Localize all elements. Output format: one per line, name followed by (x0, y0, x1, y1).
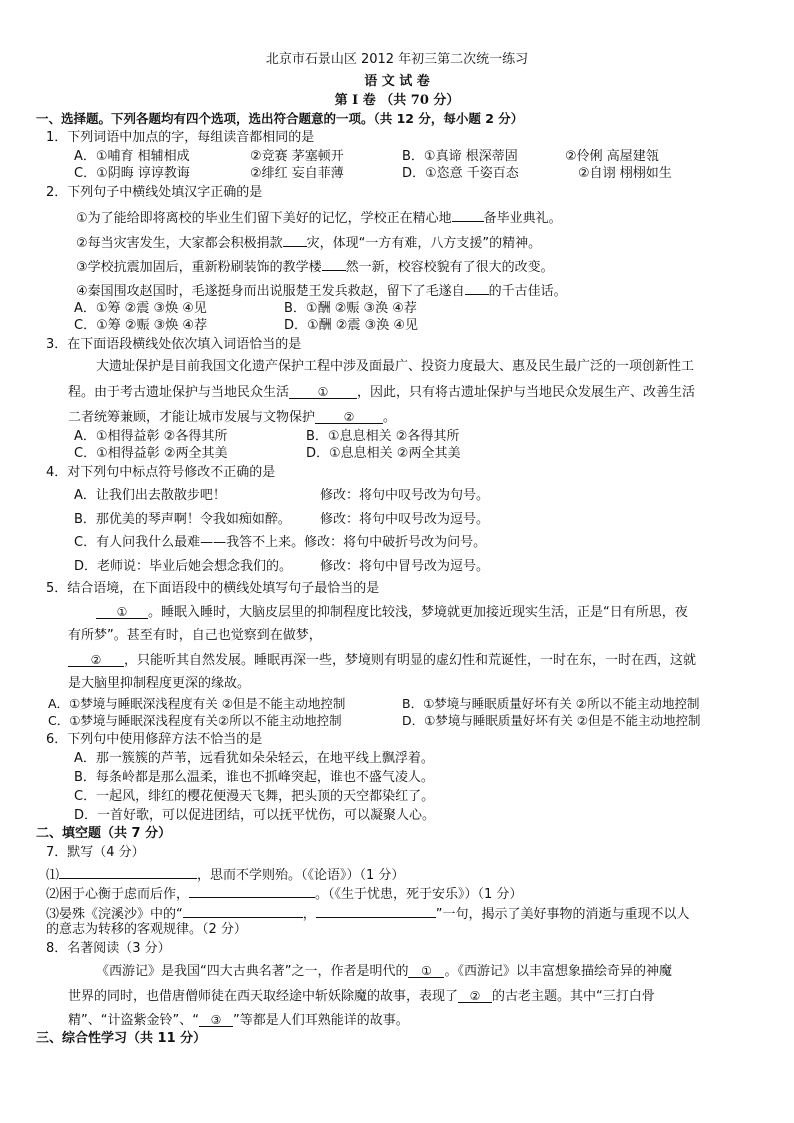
option-d: D．①梦境与睡眠质量好坏有关 ②但是不能主动地控制 (402, 713, 701, 728)
part-heading: 第 I 卷 （共 70 分） (334, 93, 460, 108)
passage-line: 有所梦”。甚至有时，自己也觉察到在做梦， (68, 628, 322, 643)
option-a-part2: ②竞赛 茅塞顿开 (250, 149, 344, 164)
option-d: D．老师说：毕业后她会想念我们的。 (74, 559, 293, 574)
passage-line: ① 。睡眠入睡时，大脑皮层里的抑制程度比较浅，梦境就更加接近现实生活，正是“日有所思，夜 (96, 604, 688, 621)
option-d-part2: ②自诩 栩栩如生 (578, 166, 672, 181)
question-stem: 8．名著阅读（3 分） (46, 941, 171, 956)
option-a: A．①梦境与睡眠深浅程度有关 ②但是不能主动地控制 (48, 696, 346, 711)
option-a: A．让我们出去散散步吧！ (74, 488, 226, 503)
question-stem: 1．下列词语中加点的字，每组读音都相同的是 (46, 130, 315, 145)
option-b: B．①酬 ②赈 ③涣 ④荐 (284, 301, 417, 316)
option-c: C．①相得益彰 ②两全其美 (74, 446, 228, 461)
option-d: D．①息息相关 ②两全其美 (306, 446, 461, 461)
section-heading: 一、选择题。下列各题均有四个选项，选出符合题意的一项。（共 12 分，每小题 2 分） (36, 111, 524, 126)
option-c: C．①阴晦 谆谆教诲 (74, 166, 190, 181)
option-b: B．①梦境与睡眠质量好坏有关 ②所以不能主动地控制 (402, 696, 700, 711)
option-c: C．一起风，绯红的樱花便漫天飞舞，把头顶的天空都染红了。 (74, 789, 435, 804)
sentence: ③学校抗震加固后，重新粉刷装饰的教学楼 然一新，校容校貌有了很大的改变。 (76, 256, 554, 276)
sentence: ④秦国围攻赵国时，毛遂挺身而出说服楚王发兵救赵，留下了毛遂自 的千古佳话。 (76, 280, 567, 300)
option-a: A．①相得益彰 ②各得其所 (74, 429, 228, 444)
option-b: B．①息息相关 ②各得其所 (306, 429, 460, 444)
option-a: A．①筹 ②震 ③焕 ④见 (74, 301, 207, 316)
exam-subtitle: 语 文 试 卷 (364, 74, 430, 89)
dictation-line: ⑴ ，思而不学则殆。（《论语》）（1 分） (46, 864, 404, 884)
option-b: B．①真谛 根深蒂固 (402, 149, 518, 164)
passage-line: 《西游记》是我国“四大古典名著”之一，作者是明代的 ① 。《西游记》以丰富想象描绘奇异的神魔 (96, 964, 672, 979)
passage-line: 是大脑里抑制程度更深的缘故。 (68, 676, 251, 691)
dictation-line: ⑵困于心衡于虑而后作， 。（《生于忧患，死于安乐》）（1 分） (46, 883, 522, 903)
option-b-fix: 修改：将句中叹号改为逗号。 (320, 512, 490, 527)
option-a-fix: 修改：将句中叹号改为句号。 (320, 488, 490, 503)
section-heading: 二、填空题（共 7 分） (36, 826, 172, 841)
option-c: C．①梦境与睡眠深浅程度有关②所以不能主动地控制 (48, 713, 342, 728)
exam-title: 北京市石景山区 2012 年初三第二次统一练习 (265, 52, 529, 67)
question-stem: 4．对下列句中标点符号修改不正确的是 (46, 465, 276, 480)
option-c-part2: ②绯红 妄自菲薄 (250, 166, 344, 181)
passage-line: 二者统筹兼顾，才能让城市发展与文物保护 ② 。 (68, 410, 397, 425)
question-stem: 5．结合语境，在下面语段中的横线处填写句子最恰当的是 (46, 581, 380, 596)
option-a: A．那一簇簇的芦苇，远看犹如朵朵轻云，在地平线上飘浮着。 (74, 751, 434, 766)
question-stem: 3．在下面语段横线处依次填入词语恰当的是 (46, 337, 302, 352)
question-stem: 2．下列句子中横线处填汉字正确的是 (46, 185, 263, 200)
dictation-line: 的意志为转移的客观规律。（2 分） (46, 922, 247, 937)
sentence: ①为了能给即将离校的毕业生们留下美好的记忆，学校正在精心地 备毕业典礼。 (76, 207, 562, 227)
question-stem: 6．下列句中使用修辞方法不恰当的是 (46, 732, 263, 747)
passage-line: 世界的同时，也借唐僧师徒在西天取经途中斩妖除魔的故事，表现了 ② 的古老主题。其中“三打白骨 (68, 989, 655, 1004)
option-a: A．①哺育 相辅相成 (74, 149, 190, 164)
option-b: B．那优美的琴声啊！令我如痴如醉。 (74, 512, 291, 527)
option-d: D．①恣意 千姿百态 (402, 166, 519, 181)
option-c: C．有人问我什么最难——我答不上来。修改：将句中破折号改为问号。 (74, 535, 487, 550)
option-c: C．①筹 ②赈 ③焕 ④荐 (74, 318, 208, 333)
option-b: B．每条岭都是那么温柔，谁也不抓峰突起，谁也不盛气凌人。 (74, 770, 434, 785)
option-d: D．一首好歌，可以促进团结，可以抚平忧伤，可以凝聚人心。 (74, 808, 436, 823)
section-heading: 三、综合性学习（共 11 分） (36, 1031, 207, 1046)
dictation-line: ⑶晏殊《浣溪沙》中的“ ， ”一句，揭示了美好事物的消逝与重现不以人 (46, 903, 690, 923)
sentence: ②每当灾害发生，大家都会积极捐款 灾，体现“一方有难，八方支援”的精神。 (76, 232, 541, 252)
passage-line: 精”、“计盗紫金铃”、“ ③ ”等都是人们耳熟能详的故事。 (68, 1013, 409, 1028)
passage-line: ② ，只能听其自然发展。睡眠再深一些，梦境则有明显的虚幻性和荒诞性，一时在东，一时在西，这就 (68, 652, 696, 669)
passage-line: 程。由于考古遗址保护与当地民众生活 ① ，因此，只有将古遗址保护与当地民众发展生产、改善生活 (68, 385, 696, 400)
passage-line: 大遗址保护是目前我国文化遗产保护工程中涉及面最广、投资力度最大、惠及民生最广泛的一项创新性工 (96, 359, 695, 374)
option-b-part2: ②伶俐 高屋建瓴 (565, 149, 659, 164)
option-d: D．①酬 ②震 ③涣 ④见 (284, 318, 419, 333)
option-d-fix: 修改：将句中冒号改为逗号。 (320, 559, 490, 574)
question-stem: 7．默写（4 分） (46, 845, 145, 860)
